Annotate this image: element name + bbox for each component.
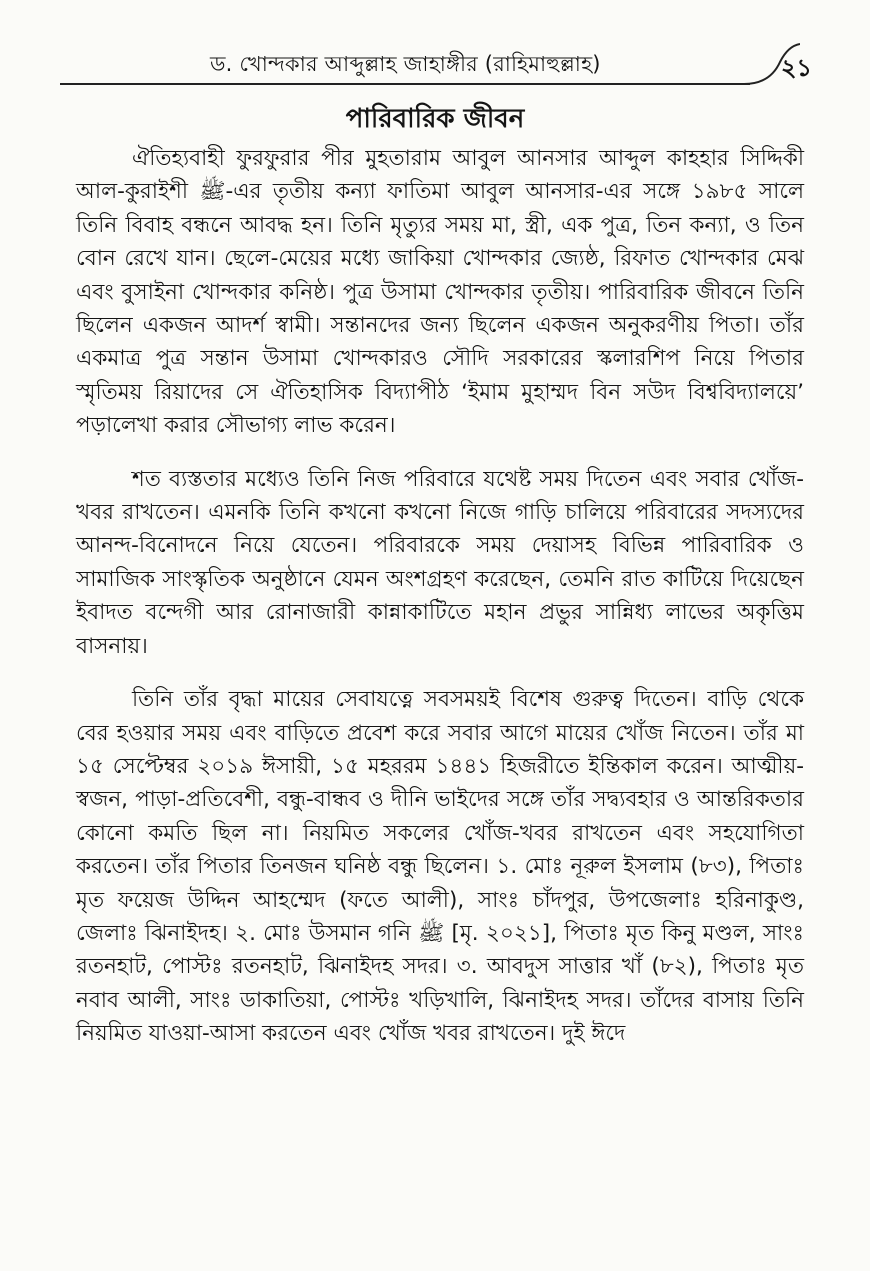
paragraph: তিনি তাঁর বৃদ্ধা মায়ের সেবাযত্নে সবসময়ই বিশেষ গুরুত্ব দিতেন। বাড়ি থেকে বের হওয়ার সময় এবং বাড়িতে প্রবেশ করে সবার আগে মায়ের খোঁজ নিতেন। তাঁর মা ১৫ সেপ্টেম্বর ২০১৯ ঈসায়ী, ১৫ মহররম ১৪৪১ হিজরীতে ইন্তিকাল করেন। আত্মীয়-স্বজন, পাড়া-প্রতিবেশী, বন্ধু-বান্ধব ও দীনি ভাইদের সঙ্গে তাঁর সদ্ব্যবহার ও আন্তরিকতার কোনো কমতি ছিল না। নিয়মিত সকলের খোঁজ-খবর রাখতেন এবং সহযোগিতা করতেন। তাঁর পিতার তিনজন ঘনিষ্ঠ বন্ধু ছিলেন। ১. মোঃ নূরুল ইসলাম (৮৩), পিতাঃ মৃত ফয়েজ উদ্দিন আহম্মেদ (ফতে আলী), সাংঃ চাঁদপুর, উপজেলাঃ হরিনাকুণ্ড, জেলাঃ ঝিনাইদহ। ২. মোঃ উসমান গনি ﷺ [মৃ. ২০২১], পিতাঃ মৃত কিনু মণ্ডল, সাংঃ রতনহাট, পোস্টঃ রতনহাট, ঝিনাইদহ সদর। ৩. আবদুস সাত্তার খাঁ (৮২), পিতাঃ মৃত নবাব আলী, সাংঃ ডাকাতিয়া, পোস্টঃ খড়িখালি, ঝিনাইদহ সদর। তাঁদের বাসায় তিনি নিয়মিত যাওয়া-আসা করতেন এবং খোঁজ খবর রাখতেন। দুই ঈদে: [76, 687, 804, 1047]
page-number: ২১: [780, 54, 812, 82]
paragraph: শত ব্যস্ততার মধ্যেও তিনি নিজ পরিবারে যথেষ্ট সময় দিতেন এবং সবার খোঁজ-খবর রাখতেন। এমনকি তিনি কখনো কখনো নিজে গাড়ি চালিয়ে পরিবারের সদস্যদের আনন্দ-বিনোদনে নিয়ে যেতেন। পরিবারকে সময় দেয়াসহ বিভিন্ন পারিবারিক ও সামাজিক সাংস্কৃতিক অনুষ্ঠানে যেমন অংশগ্রহণ করেছেন, তেমনি রাত কাটিয়ে দিয়েছেন ইবাদত বন্দেগী আর রোনাজারী কান্নাকাটিতে মহান প্রভুর সান্নিধ্য লাভের অকৃত্তিম বাসনায়।: [76, 466, 804, 659]
running-header: [60, 40, 840, 88]
section-title: পারিবারিক জীবন: [345, 104, 525, 134]
body-text: [76, 142, 804, 1051]
header-rule: [60, 83, 750, 85]
paragraph: ঐতিহ্যবাহী ফুরফুরার পীর মুহতারাম আবুল আনসার আব্দুল কাহহার সিদ্দিকী আল-কুরাইশী ﷺ-এর তৃতীয় কন্যা ফাতিমা আবুল আনসার-এর সঙ্গে ১৯৮৫ সালে তিনি বিবাহ বন্ধনে আবদ্ধ হন। তিনি মৃত্যুর সময় মা, স্ত্রী, এক পুত্র, তিন কন্যা, ও তিন বোন রেখে যান। ছেলে-মেয়ের মধ্যে জাকিয়া খোন্দকার জ্যেষ্ঠ, রিফাত খোন্দকার মেঝ এবং বুসাইনা খোন্দকার কনিষ্ঠ। পুত্র উসামা খোন্দকার তৃতীয়। পারিবারিক জীবনে তিনি ছিলেন একজন আদর্শ স্বামী। সন্তানদের জন্য ছিলেন একজন অনুকরণীয় পিতা। তাঁর একমাত্র পুত্র সন্তান উসামা খোন্দকারও সৌদি সরকারের স্কলারশিপ নিয়ে পিতার স্মৃতিময় রিয়াদের সে ঐতিহাসিক বিদ্যাপীঠ ‘ইমাম মুহাম্মদ বিন সউদ বিশ্ববিদ্যালয়ে’ পড়ালেখা করার সৌভাগ্য লাভ করেন।: [76, 146, 804, 439]
running-header-title: ড. খোন্দকার আব্দুল্লাহ জাহাঙ্গীর (রাহিমাহুল্লাহ): [210, 52, 601, 76]
